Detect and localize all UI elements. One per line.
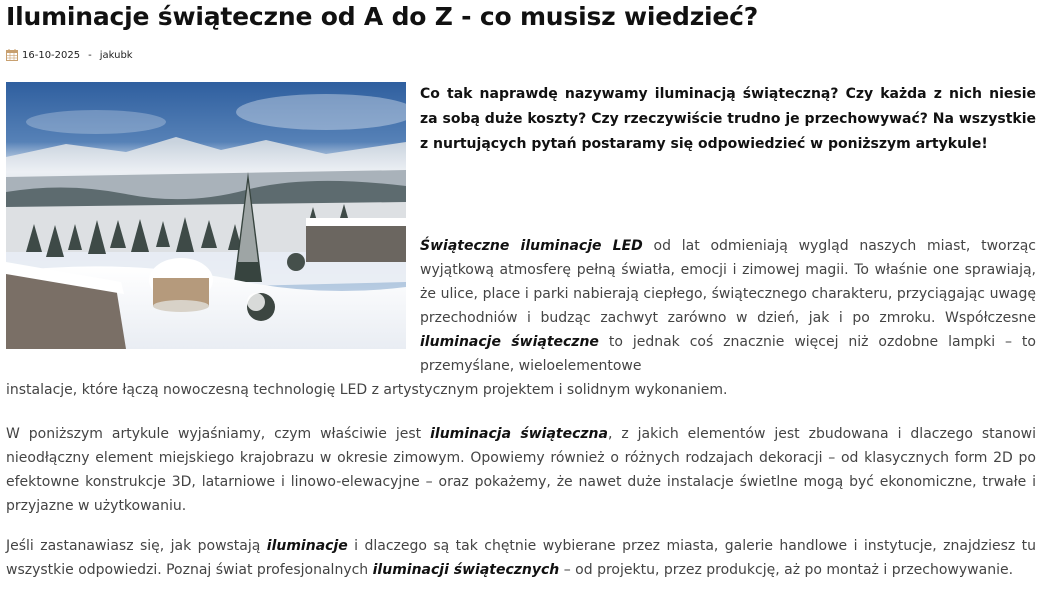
article-date: 16-10-2025: [22, 49, 81, 61]
article-paragraph-1-continued: instalacje, które łączą nowoczesną technologię LED z artystycznym projektem i solidnym wykonaniem.: [6, 382, 728, 398]
article-meta: [6, 48, 133, 62]
paragraph-text: i dlaczego są tak chętnie wybierane przez miasta, galerie handlowe i instytucje, znajdziesz tu wszystkie odpowiedzi. Poznaj świat profesjonalnych: [6, 538, 1037, 578]
paragraph-text: to jednak coś znacznie więcej niż ozdobne lampki – to przemyślane, wieloelementowe: [420, 334, 1036, 374]
keyword-emphasis: iluminacji świątecznych: [372, 562, 560, 578]
meta-separator: -: [88, 49, 92, 61]
article-paragraph-1: [420, 234, 1036, 378]
paragraph-text: Jeśli zastanawiasz się, jak powstają: [6, 538, 267, 554]
paragraph-text: , z jakich elementów jest zbudowana i dlaczego stanowi nieodłączny element miejskiego krajobrazu w okresie zimowym. Opowiemy również o różnych rodzajach dekoracji – od klasycznych form 2D po efektowne konstrukcje 3D, latarniowe i linowo-elewacyjne – oraz pokażemy, że nawet duże instalacje świetlne mogą być ekonomiczne, trwałe i przyjazne w użytkowaniu.: [6, 426, 1036, 514]
keyword-emphasis: iluminacje świąteczne: [420, 334, 599, 350]
paragraph-text: od lat odmieniają wygląd naszych miast, tworząc wyjątkową atmosferę pełną światła, emocji i zimowej magii. To właśnie one sprawiają, że ulice, place i parki nabierają ciepłego, świątecznego charakteru, przyciągając uwagę przechodniów i budząc zachwyt zarówno w dzień, jak i po zmroku. Współczesne: [420, 238, 1037, 326]
article-paragraph-3: [6, 534, 1036, 582]
article-intro: Co tak naprawdę nazywamy iluminacją świąteczną? Czy każda z nich niesie za sobą duże koszty? Czy rzeczywiście trudno je przechowywać? Na wszystkie z nurtujących pytań postaramy się odpowiedzieć w poniższym artykule!: [420, 86, 1036, 152]
keyword-emphasis: Świąteczne iluminacje LED: [420, 238, 643, 254]
paragraph-text: – od projektu, przez produkcję, aż po montaż i przechowywanie.: [559, 562, 1014, 578]
article-paragraph-2: [6, 422, 1036, 518]
calendar-icon: [6, 49, 18, 61]
paragraph-text: W poniższym artykule wyjaśniamy, czym właściwie jest: [6, 426, 431, 442]
article-hero-image: [6, 82, 406, 349]
keyword-emphasis: iluminacja świąteczna: [430, 426, 608, 442]
article-title: Iluminacje świąteczne od A do Z - co musisz wiedzieć?: [6, 2, 759, 31]
keyword-emphasis: iluminacje: [266, 538, 348, 554]
article-author[interactable]: jakubk: [99, 49, 133, 61]
